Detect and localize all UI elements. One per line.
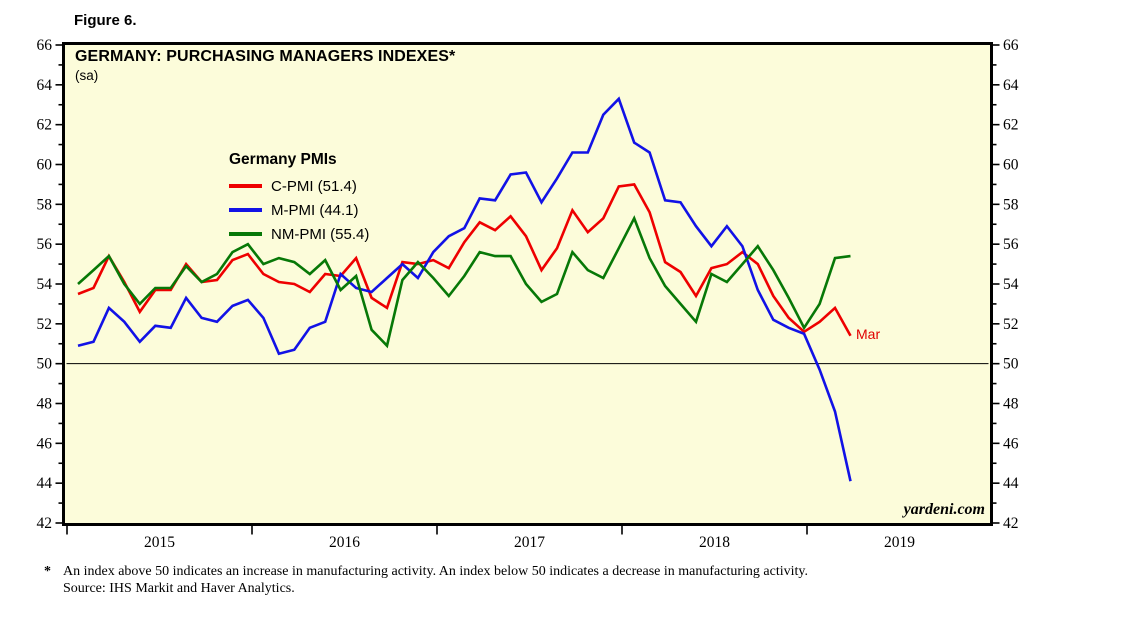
y-axis-label-left: 52 [36, 315, 52, 333]
y-axis-label-left: 58 [36, 196, 52, 214]
y-axis-label-right: 44 [1003, 475, 1019, 493]
footnote-asterisk: * [44, 564, 51, 579]
x-axis-label-year: 2019 [884, 534, 915, 551]
nmpmi-line-swatch-icon [229, 232, 262, 236]
chart-footnote [44, 564, 1054, 597]
y-axis-label-left: 42 [36, 515, 52, 532]
x-axis-label-year: 2018 [699, 534, 730, 551]
y-axis-label-right: 46 [1003, 435, 1019, 453]
y-axis-label-left: 64 [36, 76, 52, 94]
last-point-month-label: Mar [856, 326, 881, 342]
y-axis-label-right: 48 [1003, 395, 1019, 413]
y-axis-label-left: 66 [36, 37, 52, 54]
legend-title: Germany PMIs [229, 151, 337, 168]
chart-subtitle: (sa) [75, 68, 99, 83]
y-axis-label-right: 54 [1003, 276, 1019, 293]
y-axis-label-right: 42 [1003, 515, 1019, 532]
y-axis-label-left: 48 [36, 395, 52, 413]
y-axis-label-left: 46 [36, 435, 52, 453]
footnote-text [63, 564, 1054, 597]
y-axis-label-left: 60 [36, 156, 52, 174]
y-axis-label-right: 56 [1003, 236, 1019, 254]
chart-legend [229, 151, 369, 246]
y-axis-label-right: 60 [1003, 156, 1019, 174]
chart-title: GERMANY: PURCHASING MANAGERS INDEXES* [75, 48, 456, 65]
y-axis-label-right: 52 [1003, 315, 1019, 333]
y-axis-label-left: 50 [36, 355, 52, 373]
mpmi-line-swatch-icon [229, 208, 262, 212]
figure-label: Figure 6. [74, 12, 137, 29]
legend-item-mpmi [229, 198, 369, 222]
x-axis-label-year: 2015 [144, 534, 175, 551]
y-axis-label-right: 50 [1003, 355, 1019, 373]
legend-label-nmpmi: NM-PMI (55.4) [271, 225, 370, 243]
y-axis-label-right: 66 [1003, 37, 1019, 54]
y-axis-label-left: 62 [36, 116, 52, 134]
x-axis-label-year: 2017 [514, 534, 545, 551]
footnote-line2: Source: IHS Markit and Haver Analytics. [63, 580, 295, 596]
y-axis-label-left: 56 [36, 236, 52, 254]
cpmi-line-swatch-icon [229, 184, 262, 188]
legend-item-cpmi [229, 174, 369, 198]
y-axis-label-right: 64 [1003, 76, 1019, 94]
y-axis-label-left: 44 [36, 475, 52, 493]
watermark-yardeni: yardeni.com [903, 501, 985, 518]
y-axis-label-right: 58 [1003, 196, 1019, 214]
y-axis-label-left: 54 [36, 276, 52, 293]
legend-label-mpmi: M-PMI (44.1) [271, 201, 359, 219]
legend-item-nmpmi [229, 222, 369, 246]
y-axis-label-right: 62 [1003, 116, 1019, 134]
x-axis-label-year: 2016 [329, 534, 360, 551]
legend-label-cpmi: C-PMI (51.4) [271, 177, 357, 195]
footnote-line1: An index above 50 indicates an increase in manufacturing activity. An index below 50 indicates a decrease in manufacturing activity. [63, 564, 808, 579]
